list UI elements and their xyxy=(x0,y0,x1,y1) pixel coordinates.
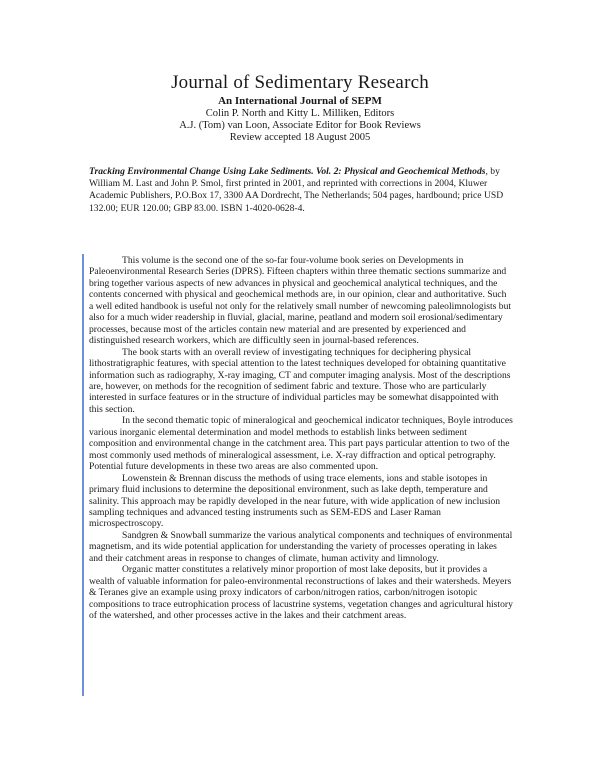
page-header xyxy=(0,72,600,144)
associate-editor-line: A.J. (Tom) van Loon, Associate Editor for Book Reviews xyxy=(179,120,421,131)
review-date: Review accepted 18 August 2005 xyxy=(229,132,371,143)
book-title: Tracking Environmental Change Using Lake Sediments. Vol. 2: Physical and Geochemical Methods xyxy=(89,166,486,177)
journal-title: Journal of Sedimentary Research xyxy=(171,72,429,93)
paragraph: The book starts with an overall review of investigating techniques for deciphering physical lithostratigraphic features, with special attention to the latest techniques developed for obtaining quantitative information such as radiography, X-ray imaging, CT and computer imaging analysis. Most of the descriptions are, however, on methods for the recognition of sediment fabric and texture. Those who are particularly interested in surface features or in the structure of individual particles may be somewhat disappointed with this section. xyxy=(89,346,511,415)
paragraph: This volume is the second one of the so-far four-volume book series on Developments in Paleoenvironmental Research Series (DPRS). Fifteen chapters within three thematic sections summarize and bring together various aspects of new advances in physical and geochemical analytical techniques, and the contents concerned with physical and geochemical methods are, in our opinion, clear and authoritative. Such a well edited handbook is useful not only for the relatively small number of newcoming paleolimnologists but also for a much wider readership in fluvial, glacial, marine, peatland and modern soil erosional/sedimentary processes, because most of the articles contain new material and are presented by experienced and distinguished research workers, which are difficultly seen in journal-based references. xyxy=(89,255,512,347)
paragraph: Sandgren & Snowball summarize the various analytical components and techniques of environmental magnetism, and its wide potential application for understanding the variety of processes operating in lakes and their catchment areas in response to changes of climate, human activity and limnology. xyxy=(89,529,513,564)
editors-line: Colin P. North and Kitty L. Milliken, Editors xyxy=(205,108,395,119)
journal-subtitle: An International Journal of SEPM xyxy=(218,95,382,107)
paragraph: Organic matter constitutes a relatively minor proportion of most lake deposits, but it provides a wealth of valuable information for paleo-environmental reconstructions of lakes and their watersheds. Meyers & Teranes give an example using proxy indicators of carbon/nitrogen ratios, carbon/nitrogen isotopic compositions to trace eutrophication process of lacustrine systems, vegetation changes and agricultural history of the watershed, and other processes active in the lakes and their catchment areas. xyxy=(89,564,513,622)
book-citation xyxy=(89,166,513,215)
paragraph: Lowenstein & Brennan discuss the methods of using trace elements, ions and stable isotopes in primary fluid inclusions to determine the depositional environment, such as lake depth, temperature and salinity. This approach may be rapidly developed in the near future, with wide application of new inclusion sampling techniques and advanced testing instruments such as SEM-EDS and Laser Raman microspectroscopy. xyxy=(89,472,501,530)
paragraph: In the second thematic topic of mineralogical and geochemical indicator techniques, Boyle introduces various inorganic elemental determination and model methods to establish links between sediment composition and environmental change in the catchment area. This part pays particular attention to two of the most commonly used methods of mineralogical assessment, i.e. X-ray diffraction and optical petrography. Potential future developments in these two areas are also commented upon. xyxy=(89,415,513,473)
change-bar xyxy=(82,254,84,696)
review-body xyxy=(89,255,513,622)
citation-details: , by William M. Last and John P. Smol, first printed in 2001, and reprinted with corrections in 2004, Kluwer Academic Publishers, P.O.Box 17, 3300 AA Dordrecht, The Netherlands; 504 pages, hardbound; price USD 132.00; EUR 120.00; GBP 83.00. ISBN 1-4020-0628-4. xyxy=(89,166,504,214)
